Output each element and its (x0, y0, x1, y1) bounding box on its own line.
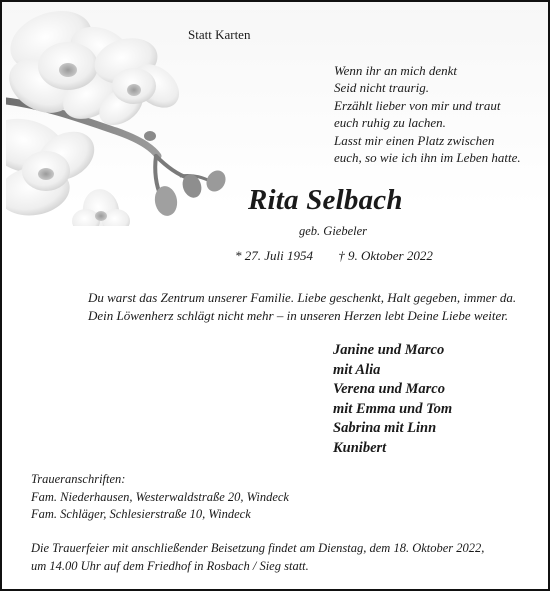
address-line: Fam. Niederhausen, Westerwaldstraße 20, Windeck (31, 489, 289, 504)
birth-name: geb. Giebeler (299, 224, 368, 238)
poem-line: Seid nicht traurig. (334, 80, 429, 96)
funeral-line: Die Trauerfeier mit anschließender Beisetzung findet am Dienstag, dem 18. Oktober 2022, (31, 541, 485, 555)
mourners-list (333, 341, 452, 459)
mourner-line: Verena und Marco (333, 381, 445, 398)
mourning-addresses (31, 471, 289, 524)
poem-line: Erzählt lieber von mir und traut (334, 97, 501, 113)
birth-date: * 27. Juli 1954 (235, 248, 313, 263)
funeral-info (31, 540, 484, 575)
poem-line: euch ruhig zu lachen. (334, 115, 446, 131)
mourner-line: Janine und Marco (333, 342, 445, 358)
tribute-text (88, 289, 516, 324)
mourner-line: mit Emma und Tom (333, 400, 453, 417)
poem (334, 62, 521, 166)
poem-line: euch, so wie ich ihn im Leben hatte. (334, 150, 521, 166)
statt-karten-label: Statt Karten (188, 27, 251, 42)
mourner-line: mit Alia (333, 361, 381, 378)
life-dates (235, 248, 455, 264)
death-date: † 9. Oktober 2022 (338, 248, 433, 263)
tribute-line: Du warst das Zentrum unserer Familie. Liebe geschenkt, Halt gegeben, immer da. (88, 290, 517, 305)
address-line: Fam. Schläger, Schlesierstraße 10, Windeck (31, 507, 251, 522)
mourner-line: Sabrina mit Linn (333, 420, 437, 437)
deceased-name: Rita Selbach (248, 184, 403, 216)
poem-line: Lasst mir einen Platz zwischen (334, 132, 495, 148)
addresses-heading: Traueranschriften: (31, 472, 126, 486)
mourner-line: Kunibert (333, 439, 387, 456)
funeral-line: um 14.00 Uhr auf dem Friedhof in Rosbach / Sieg statt. (31, 558, 309, 573)
poem-line: Wenn ihr an mich denkt (334, 63, 457, 78)
tribute-line: Dein Löwenherz schlägt nicht mehr – in unseren Herzen lebt Deine Liebe weiter. (88, 307, 509, 323)
